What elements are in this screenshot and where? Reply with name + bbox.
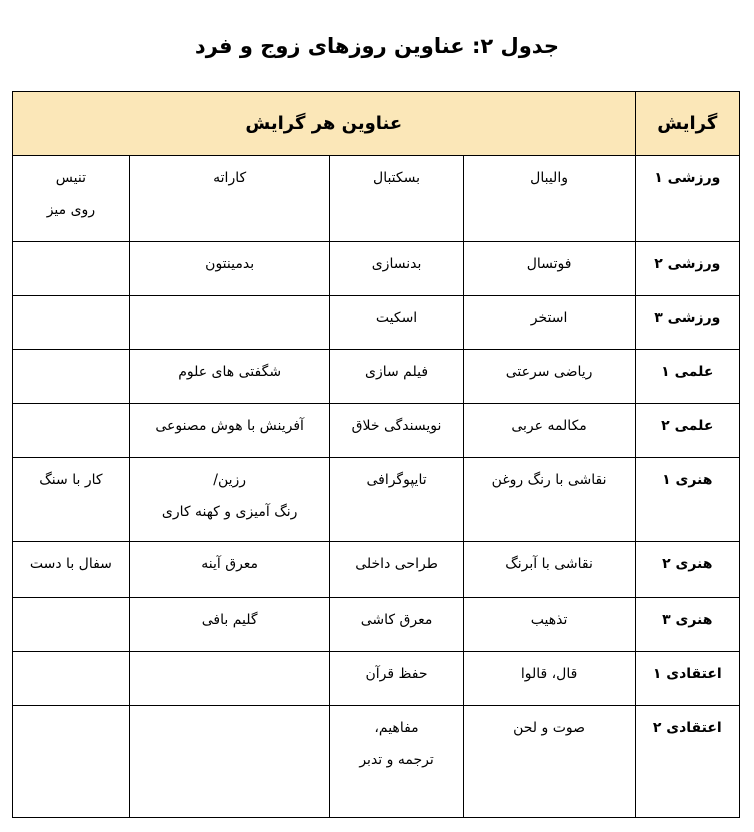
table-cell xyxy=(13,598,130,652)
page-title: جدول ۲: عناوین روزهای زوج و فرد xyxy=(194,34,560,58)
table-cell xyxy=(13,652,130,706)
table-cell: فوتسال xyxy=(463,242,635,296)
table-row xyxy=(13,350,740,404)
row-group-label: ورزشی ۱ xyxy=(635,156,739,242)
header-titles: عناوین هر گرایش xyxy=(13,92,636,156)
table-row xyxy=(13,706,740,818)
table-cell: تایپوگرافی xyxy=(330,458,463,542)
table-cell: معرق آینه xyxy=(129,542,330,598)
table-cell: تذهیب xyxy=(463,598,635,652)
table-cell xyxy=(13,296,130,350)
table-cell: تنیس روی میز xyxy=(13,156,130,242)
table-cell: کاراته xyxy=(129,156,330,242)
table-cell: نویسندگی خلاق xyxy=(330,404,463,458)
table-row xyxy=(13,598,740,652)
row-group-label: اعتقادی ۲ xyxy=(635,706,739,818)
table-cell: بدمینتون xyxy=(129,242,330,296)
table-cell: گلیم بافی xyxy=(129,598,330,652)
table-cell: حفظ قرآن xyxy=(330,652,463,706)
row-group-label: هنری ۱ xyxy=(635,458,739,542)
table-row xyxy=(13,156,740,242)
table-row xyxy=(13,652,740,706)
table-cell: استخر xyxy=(463,296,635,350)
table-cell: فیلم سازی xyxy=(330,350,463,404)
table-cell: قال، قالوا xyxy=(463,652,635,706)
table-cell: رزین/ رنگ آمیزی و کهنه کاری xyxy=(129,458,330,542)
table-cell: طراحی داخلی xyxy=(330,542,463,598)
row-group-label: ورزشی ۳ xyxy=(635,296,739,350)
table-row xyxy=(13,404,740,458)
table-cell xyxy=(13,706,130,818)
table-cell xyxy=(129,706,330,818)
table-cell: آفرینش با هوش مصنوعی xyxy=(129,404,330,458)
table-row xyxy=(13,296,740,350)
table-cell xyxy=(13,404,130,458)
row-group-label: اعتقادی ۱ xyxy=(635,652,739,706)
table-cell: بسکتبال xyxy=(330,156,463,242)
table-cell: مکالمه عربی xyxy=(463,404,635,458)
row-group-label: هنری ۳ xyxy=(635,598,739,652)
table-cell: والیبال xyxy=(463,156,635,242)
table-cell xyxy=(13,350,130,404)
table-cell: اسکیت xyxy=(330,296,463,350)
table-cell: مفاهیم، ترجمه و تدبر xyxy=(330,706,463,818)
table-cell: ریاضی سرعتی xyxy=(463,350,635,404)
header-group: گرایش xyxy=(635,92,739,156)
table-row xyxy=(13,458,740,542)
table-cell: نقاشی با رنگ روغن xyxy=(463,458,635,542)
table-row xyxy=(13,242,740,296)
table-cell xyxy=(13,242,130,296)
table-cell: کار با سنگ xyxy=(13,458,130,542)
table-cell: معرق کاشی xyxy=(330,598,463,652)
table-cell xyxy=(129,652,330,706)
table-header-row xyxy=(13,92,740,156)
table-cell: سفال با دست xyxy=(13,542,130,598)
row-group-label: علمی ۱ xyxy=(635,350,739,404)
table-cell: بدنسازی xyxy=(330,242,463,296)
table-cell xyxy=(129,296,330,350)
table-cell: شگفتی های علوم xyxy=(129,350,330,404)
activities-table xyxy=(12,91,740,818)
table-cell: نقاشی با آبرنگ xyxy=(463,542,635,598)
table-row xyxy=(13,542,740,598)
row-group-label: هنری ۲ xyxy=(635,542,739,598)
table-cell: صوت و لحن xyxy=(463,706,635,818)
row-group-label: علمی ۲ xyxy=(635,404,739,458)
row-group-label: ورزشی ۲ xyxy=(635,242,739,296)
